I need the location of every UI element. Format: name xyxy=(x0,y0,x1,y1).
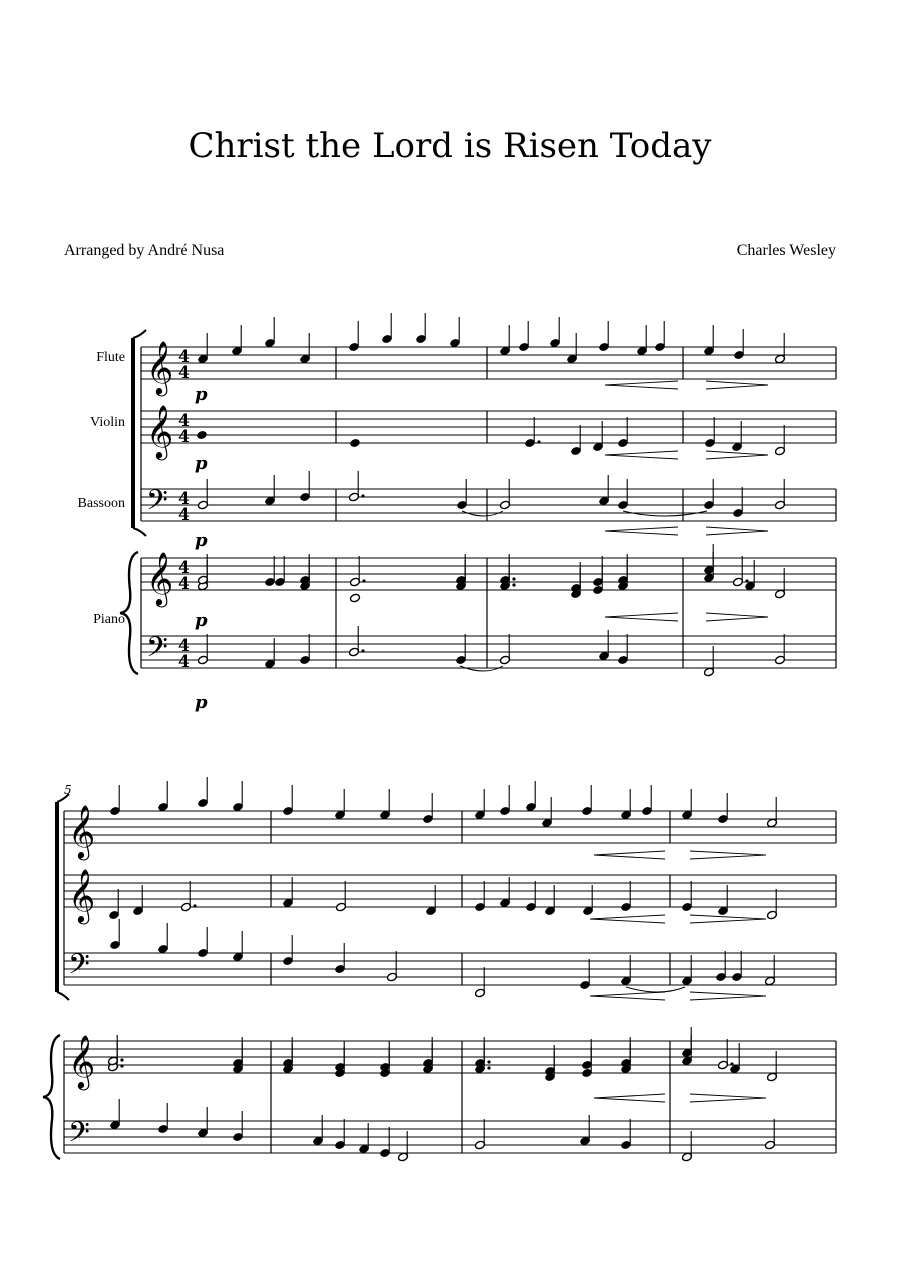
time-signature-top: 4 xyxy=(178,347,190,367)
note xyxy=(593,421,604,452)
note xyxy=(198,333,209,364)
treble-clef-icon: 𝄞 xyxy=(146,551,174,605)
note xyxy=(775,568,786,599)
note xyxy=(599,630,610,661)
decrescendo-hairpin xyxy=(690,851,766,859)
time-signature-top: 4 xyxy=(178,411,190,431)
note xyxy=(233,931,244,962)
time-signature-bottom: 4 xyxy=(178,363,190,383)
decrescendo-hairpin xyxy=(690,915,766,923)
note xyxy=(475,1119,486,1150)
violin-staff-2 xyxy=(64,875,836,907)
note xyxy=(198,1107,209,1138)
note xyxy=(380,789,391,820)
note xyxy=(580,959,591,990)
note xyxy=(733,487,744,518)
note xyxy=(457,479,468,510)
note xyxy=(265,556,276,587)
crescendo-hairpin xyxy=(590,992,665,1000)
crescendo-hairpin xyxy=(594,1094,665,1102)
note xyxy=(526,781,537,812)
note xyxy=(265,638,276,669)
note xyxy=(582,785,593,816)
note xyxy=(582,1039,593,1070)
note xyxy=(398,1131,409,1162)
note xyxy=(682,1131,693,1162)
note xyxy=(456,634,467,665)
decrescendo-hairpin xyxy=(706,381,768,389)
note xyxy=(618,417,629,448)
note xyxy=(158,923,169,954)
note xyxy=(380,1127,391,1158)
note xyxy=(621,881,632,912)
crescendo-hairpin xyxy=(605,451,678,459)
composer-credit: Charles Wesley xyxy=(736,242,836,259)
note xyxy=(110,1099,121,1130)
note xyxy=(475,1043,491,1074)
note xyxy=(335,789,346,820)
note xyxy=(580,1115,591,1146)
flute-staff-2 xyxy=(64,811,836,843)
note xyxy=(733,556,749,587)
tie xyxy=(623,511,707,516)
score-markings xyxy=(64,340,768,1156)
note xyxy=(233,1111,244,1142)
note xyxy=(718,885,729,916)
note xyxy=(775,479,786,510)
note xyxy=(571,562,582,593)
note xyxy=(519,321,530,352)
note xyxy=(682,1027,693,1058)
note xyxy=(618,479,629,510)
note xyxy=(571,425,582,456)
note xyxy=(767,797,778,828)
note xyxy=(599,321,610,352)
note xyxy=(283,785,294,816)
time-signature-top: 4 xyxy=(178,489,190,509)
note xyxy=(423,1037,434,1068)
note xyxy=(500,554,516,585)
note xyxy=(426,885,437,916)
decrescendo-hairpin xyxy=(706,613,768,621)
note xyxy=(335,1119,346,1150)
note xyxy=(198,554,209,585)
dynamic-marking: p xyxy=(195,530,208,551)
crescendo-hairpin xyxy=(590,915,665,923)
arranger-credit: Arranged by André Nusa xyxy=(64,242,225,259)
note xyxy=(416,313,427,344)
note xyxy=(475,967,486,998)
note xyxy=(233,781,244,812)
crescendo-hairpin xyxy=(605,613,678,621)
note xyxy=(300,634,311,665)
bass-clef-icon: 𝄢 xyxy=(68,948,90,988)
note xyxy=(158,1103,169,1134)
dynamic-marking: p xyxy=(195,453,208,474)
note xyxy=(767,889,778,920)
instrument-label-piano: Piano xyxy=(93,612,125,627)
tie xyxy=(626,987,685,992)
note xyxy=(198,634,209,665)
note xyxy=(718,793,729,824)
note xyxy=(475,789,486,820)
note xyxy=(335,943,346,974)
crescendo-hairpin xyxy=(594,851,665,859)
note xyxy=(349,626,365,657)
note xyxy=(265,317,276,348)
note xyxy=(545,885,556,916)
tie xyxy=(462,511,503,516)
note xyxy=(265,475,276,506)
note xyxy=(583,885,594,916)
time-signature-top: 4 xyxy=(178,558,190,578)
piano-lh-staff xyxy=(141,636,836,668)
note xyxy=(300,554,311,585)
note xyxy=(350,438,361,448)
treble-clef-icon: 𝄞 xyxy=(146,404,174,458)
note xyxy=(599,475,610,506)
note xyxy=(198,479,209,510)
piano-brace-2 xyxy=(43,1035,60,1159)
note xyxy=(525,417,541,448)
note xyxy=(618,554,629,585)
instrument-label-flute: Flute xyxy=(96,350,125,365)
note xyxy=(732,421,743,452)
note xyxy=(500,785,511,816)
note xyxy=(275,556,286,587)
note xyxy=(108,1041,124,1072)
bass-clef-icon: 𝄢 xyxy=(68,1116,90,1156)
note xyxy=(198,777,209,808)
decrescendo-hairpin xyxy=(690,1094,766,1102)
dynamic-marking: p xyxy=(195,610,208,631)
note xyxy=(745,560,756,591)
note xyxy=(655,321,666,352)
note xyxy=(704,646,715,677)
note xyxy=(621,1037,632,1068)
note xyxy=(704,325,715,356)
note xyxy=(349,321,360,352)
note xyxy=(775,333,786,364)
note xyxy=(526,881,537,912)
treble-clef-icon: 𝄞 xyxy=(68,1034,96,1088)
note xyxy=(621,955,632,986)
note xyxy=(198,927,209,958)
note xyxy=(718,1039,734,1070)
note xyxy=(765,955,776,986)
note xyxy=(593,556,604,587)
flute-staff xyxy=(141,347,836,379)
note xyxy=(283,935,294,966)
note xyxy=(300,471,311,502)
tie xyxy=(460,666,503,671)
note xyxy=(158,781,169,812)
note xyxy=(621,1119,632,1150)
bass-clef-icon: 𝄢 xyxy=(146,631,168,671)
note xyxy=(682,789,693,820)
time-signature-bottom: 4 xyxy=(178,574,190,594)
note xyxy=(500,479,511,510)
note xyxy=(336,881,347,912)
note xyxy=(232,325,243,356)
note xyxy=(716,951,727,982)
note xyxy=(567,333,578,364)
note xyxy=(475,881,486,912)
time-signature-bottom: 4 xyxy=(178,652,190,672)
note xyxy=(313,1115,324,1146)
crescendo-hairpin xyxy=(605,527,678,535)
piano-rh-staff xyxy=(141,558,836,590)
note xyxy=(618,634,629,665)
note xyxy=(500,634,511,665)
note xyxy=(775,425,786,456)
note xyxy=(349,471,365,502)
note xyxy=(621,789,632,820)
note xyxy=(500,877,511,908)
instrument-label-bassoon: Bassoon xyxy=(77,496,125,511)
note xyxy=(704,544,715,575)
violin-staff xyxy=(141,411,836,443)
piece-title: Christ the Lord is Risen Today xyxy=(188,126,712,166)
decrescendo-hairpin xyxy=(690,992,766,1000)
piano-brace xyxy=(120,552,138,674)
note xyxy=(705,417,716,448)
crescendo-hairpin xyxy=(605,381,678,389)
note xyxy=(387,951,398,982)
note xyxy=(110,785,121,816)
note xyxy=(682,881,693,912)
note xyxy=(475,1037,491,1068)
note xyxy=(500,325,511,356)
note xyxy=(500,560,516,591)
note xyxy=(380,1041,391,1072)
notes xyxy=(108,313,786,1162)
dynamic-marking: p xyxy=(195,384,208,405)
note xyxy=(110,919,121,950)
note xyxy=(637,325,648,356)
treble-clef-icon: 𝄞 xyxy=(68,868,96,922)
time-signature-bottom: 4 xyxy=(178,505,190,525)
note xyxy=(350,556,366,587)
note xyxy=(704,479,715,510)
note xyxy=(545,1045,556,1076)
piano-lh-staff-2 xyxy=(64,1121,836,1153)
note xyxy=(181,881,197,912)
bass-clef-icon: 𝄢 xyxy=(146,484,168,524)
time-signature-top: 4 xyxy=(178,636,190,656)
note xyxy=(767,1051,778,1082)
note xyxy=(542,797,553,828)
note xyxy=(283,877,294,908)
note xyxy=(300,333,311,364)
note xyxy=(283,1037,294,1068)
decrescendo-hairpin xyxy=(706,527,768,535)
note xyxy=(682,955,693,986)
note xyxy=(456,554,467,585)
note xyxy=(382,313,393,344)
note xyxy=(423,793,434,824)
note xyxy=(730,1043,741,1074)
treble-clef-icon: 𝄞 xyxy=(68,804,96,858)
note xyxy=(550,317,561,348)
note xyxy=(108,1035,124,1066)
time-signature-bottom: 4 xyxy=(178,427,190,447)
note xyxy=(109,889,120,920)
note xyxy=(133,885,144,916)
treble-clef-icon: 𝄞 xyxy=(146,340,174,394)
note xyxy=(335,1041,346,1072)
dynamic-marking: p xyxy=(195,692,208,713)
decrescendo-hairpin xyxy=(706,451,768,459)
note xyxy=(359,1123,370,1154)
measure-number: 5 xyxy=(64,783,72,797)
note xyxy=(450,317,461,348)
note xyxy=(197,430,208,440)
note xyxy=(642,785,653,816)
staves xyxy=(64,347,836,1153)
note xyxy=(734,329,745,360)
note xyxy=(233,1037,244,1068)
note xyxy=(732,951,743,982)
note xyxy=(350,593,361,603)
instrument-label-violin: Violin xyxy=(90,415,125,430)
note xyxy=(765,1119,776,1150)
note xyxy=(775,634,786,665)
